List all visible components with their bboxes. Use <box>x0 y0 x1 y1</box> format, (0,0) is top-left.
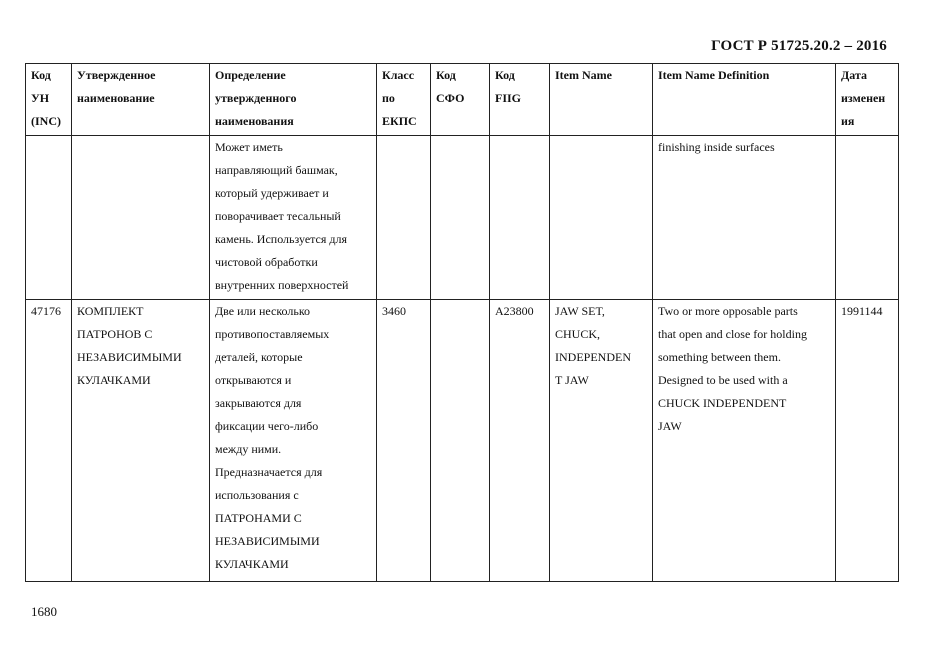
text-line: Код <box>31 68 51 82</box>
text-line: Определение <box>215 68 286 82</box>
col-header-item-name <box>550 64 653 136</box>
class-value: 3460 <box>382 304 406 318</box>
inc-value: 47176 <box>31 304 61 318</box>
text-line: НЕЗАВИСИМЫМИ <box>77 350 182 364</box>
fiig-value: A23800 <box>495 304 534 318</box>
text-line: CHUCK, <box>555 327 601 341</box>
cell-change-date <box>836 136 899 300</box>
cell-sfo <box>431 136 490 300</box>
text-line: Дата <box>841 68 867 82</box>
cell-approved-name <box>72 300 210 582</box>
text-line: фиксации чего-либо <box>215 419 319 433</box>
text-line: изменен <box>841 91 886 105</box>
table-header-row <box>26 64 899 136</box>
text-line: деталей, которые <box>215 350 303 364</box>
cell-class <box>377 300 431 582</box>
text-line: Код <box>436 68 456 82</box>
text-line: КУЛАЧКАМИ <box>77 373 151 387</box>
col-header-class <box>377 64 431 136</box>
text-line: (INC) <box>31 114 61 128</box>
cell-sfo <box>431 300 490 582</box>
text-line: ия <box>841 114 855 128</box>
cell-inc <box>26 136 72 300</box>
text-line: закрываются для <box>215 396 302 410</box>
text-line: наименование <box>77 91 155 105</box>
table-row <box>26 136 899 300</box>
text-line: that open and close for holding <box>658 327 807 341</box>
text-line: Может иметь <box>215 140 283 154</box>
text-line: Item Name <box>555 68 612 82</box>
cell-fiig <box>490 300 550 582</box>
col-header-change-date <box>836 64 899 136</box>
text-line: камень. Используется для <box>215 232 348 246</box>
text-line: поворачивает тесальный <box>215 209 341 223</box>
cell-item-name <box>550 136 653 300</box>
cell-definition-ru <box>210 136 377 300</box>
col-header-fiig <box>490 64 550 136</box>
text-line: утвержденного <box>215 91 297 105</box>
cell-class <box>377 136 431 300</box>
item-name-table <box>25 63 899 582</box>
cell-definition-en <box>653 300 836 582</box>
cell-inc <box>26 300 72 582</box>
text-line: Две или несколько <box>215 304 311 318</box>
col-header-sfo <box>431 64 490 136</box>
text-line: Код <box>495 68 515 82</box>
document-title: ГОСТ Р 51725.20.2 – 2016 <box>711 38 887 54</box>
text-line: между ними. <box>215 442 282 456</box>
text-line: наименования <box>215 114 294 128</box>
text-line: ЕКПС <box>382 114 417 128</box>
col-header-approved-name <box>72 64 210 136</box>
table-row <box>26 300 899 582</box>
text-line: something between them. <box>658 350 781 364</box>
cell-definition-en <box>653 136 836 300</box>
col-header-inc <box>26 64 72 136</box>
text-line: КОМПЛЕКТ <box>77 304 144 318</box>
text-line: finishing inside surfaces <box>658 140 775 154</box>
text-line: внутренних поверхностей <box>215 278 349 292</box>
text-line: Item Name Definition <box>658 68 770 82</box>
cell-change-date <box>836 300 899 582</box>
text-line: КУЛАЧКАМИ <box>215 557 289 571</box>
col-header-item-name-definition <box>653 64 836 136</box>
col-header-definition-ru <box>210 64 377 136</box>
text-line: Designed to be used with a <box>658 373 788 387</box>
text-line: Предназначается для <box>215 465 323 479</box>
text-line: JAW <box>658 419 682 433</box>
page-number: 1680 <box>31 604 57 619</box>
text-line: CHUCK INDEPENDENT <box>658 396 787 410</box>
text-line: противопоставляемых <box>215 327 330 341</box>
text-line: который удерживает и <box>215 186 329 200</box>
text-line: JAW SET, <box>555 304 605 318</box>
text-line: Утвержденное <box>77 68 156 82</box>
text-line: FIIG <box>495 91 522 105</box>
text-line: использования с <box>215 488 299 502</box>
cell-item-name <box>550 300 653 582</box>
text-line: Two or more opposable parts <box>658 304 798 318</box>
text-line: НЕЗАВИСИМЫМИ <box>215 534 320 548</box>
text-line: по <box>382 91 395 105</box>
text-line: чистовой обработки <box>215 255 318 269</box>
cell-approved-name <box>72 136 210 300</box>
text-line: T JAW <box>555 373 589 387</box>
text-line: СФО <box>436 91 465 105</box>
text-line: направляющий башмак, <box>215 163 338 177</box>
text-line: открываются и <box>215 373 292 387</box>
text-line: ПАТРОНОВ С <box>77 327 153 341</box>
cell-definition-ru <box>210 300 377 582</box>
text-line: Класс <box>382 68 415 82</box>
date-value: 1991144 <box>841 304 883 318</box>
text-line: ПАТРОНАМИ С <box>215 511 302 525</box>
text-line: УН <box>31 91 50 105</box>
cell-fiig <box>490 136 550 300</box>
text-line: INDEPENDEN <box>555 350 631 364</box>
